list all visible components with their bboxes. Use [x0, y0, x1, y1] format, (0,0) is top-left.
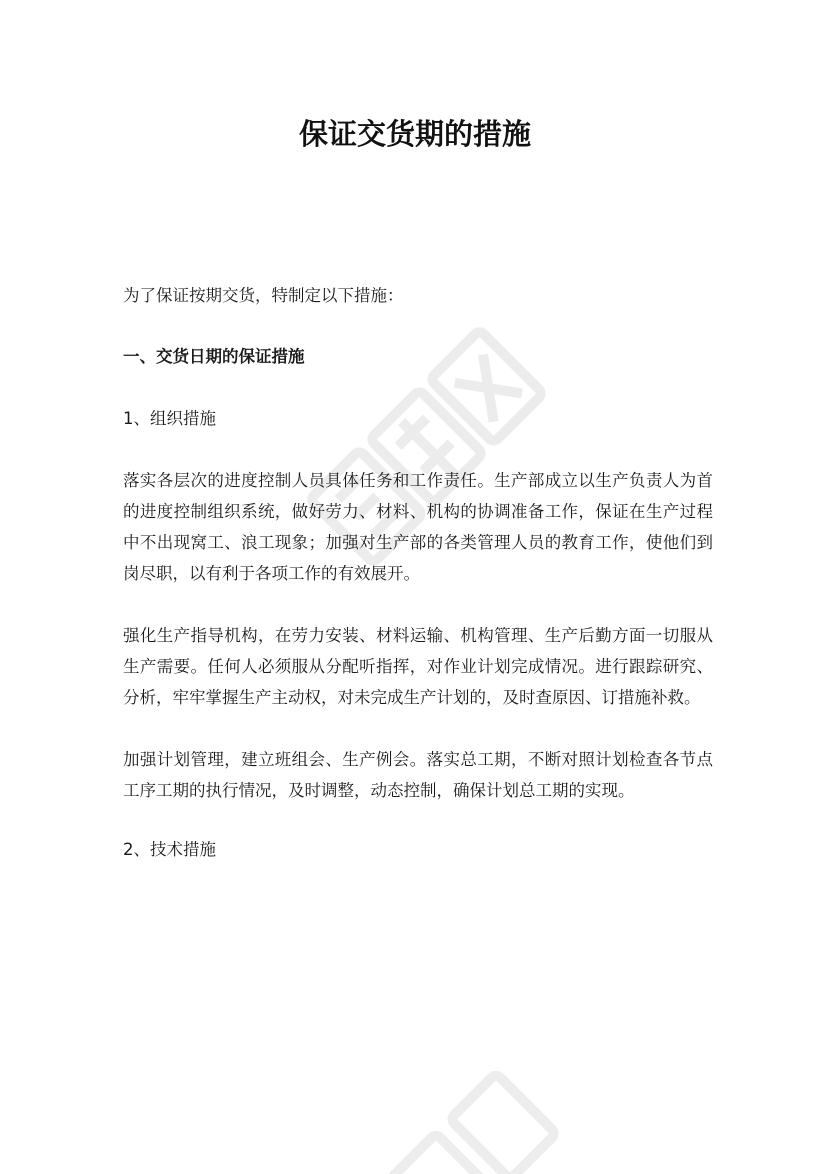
document-body	[123, 280, 713, 896]
document-title: 保证交货期的措施	[298, 117, 531, 151]
paragraph: 强化生产指导机构，在劳力安装、材料运输、机构管理、生产后勤方面一切服从生产需要。任何人必须服从分配听指挥，对作业计划完成情况。进行跟踪研究、分析，牢牢掌握生产主动权，对未完成生产计划的，及时查原因、订措施补救。	[123, 626, 713, 707]
subsection-heading: 1、组织措施	[123, 409, 216, 428]
watermark-logo-bottom	[310, 1050, 590, 1174]
paragraph: 落实各层次的进度控制人员具体任务和工作责任。生产部成立以生产负责人为首的进度控制组织系统，做好劳力、材料、机构的协调准备工作，保证在生产过程中不出现窝工、浪工现象；加强对生产部的各类管理人员的教育工作，使他们到岗尽职，以有利于各项工作的有效展开。	[123, 471, 713, 583]
paragraph: 加强计划管理，建立班组会、生产例会。落实总工期，不断对照计划检查各节点工序工期的执行情况，及时调整，动态控制，确保计划总工期的实现。	[123, 750, 713, 800]
subsection-heading: 2、技术措施	[123, 840, 216, 859]
intro-text: 为了保证按期交货，特制定以下措施：	[123, 286, 404, 305]
section-heading: 一、交货日期的保证措施	[123, 347, 305, 366]
